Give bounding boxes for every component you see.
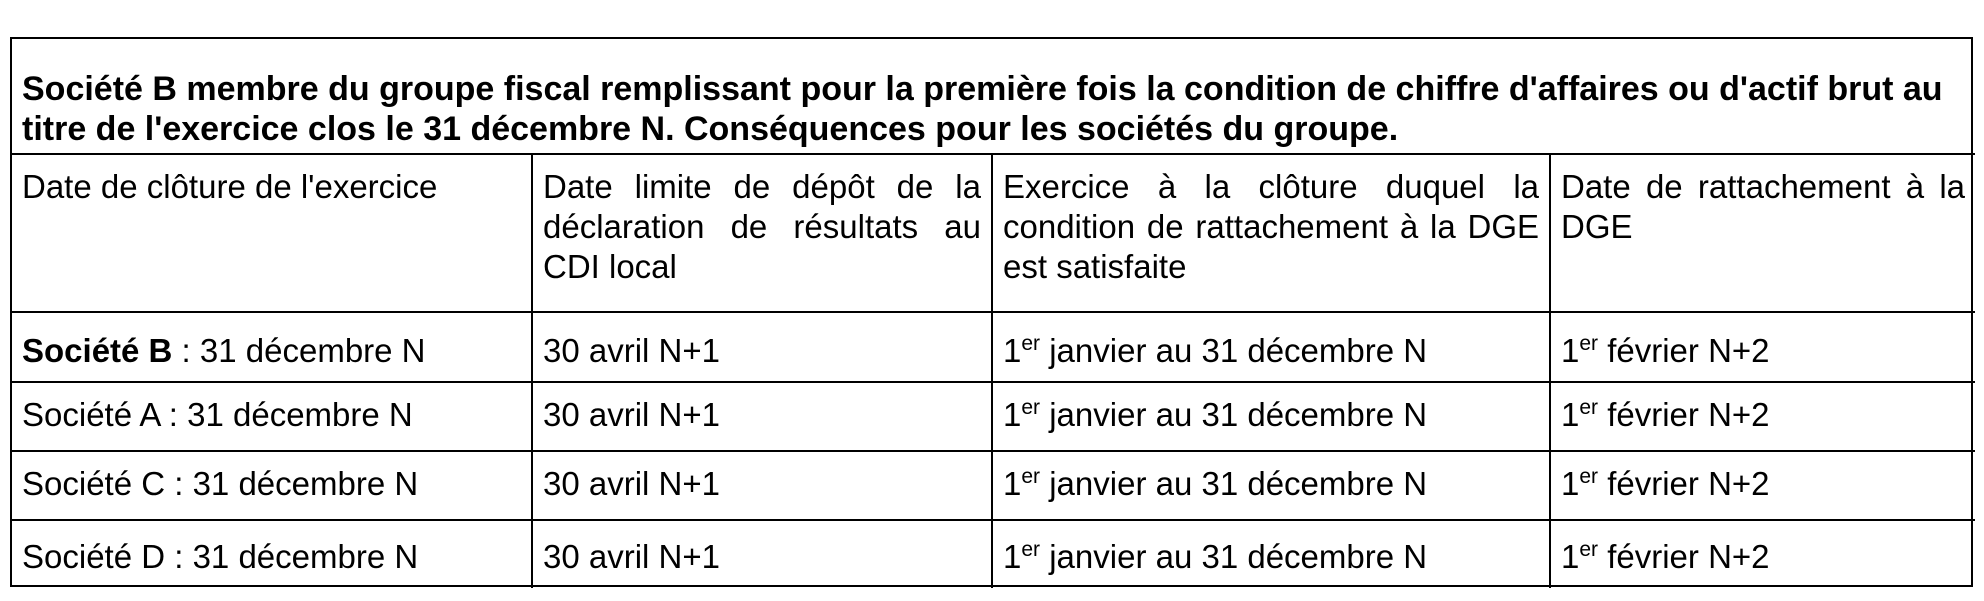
header-attachment-date: Date de rattachement à la DGE — [1550, 154, 1975, 312]
header-closing-date: Date de clôture de l'exercice — [12, 154, 532, 312]
cell-period — [992, 451, 1550, 520]
cell-attachment — [1550, 451, 1975, 520]
attach-text: février N+2 — [1598, 538, 1770, 575]
cell-attachment — [1550, 382, 1975, 451]
period-ordinal: er — [1021, 538, 1041, 561]
attach-ordinal: er — [1579, 396, 1599, 419]
attach-ordinal: er — [1579, 538, 1599, 561]
cell-deadline: 30 avril N+1 — [532, 312, 992, 382]
cell-attachment — [1550, 312, 1975, 382]
attach-ordinal: er — [1579, 465, 1599, 488]
period-day: 1 — [1003, 332, 1022, 369]
company-closing-date: : 31 décembre N — [172, 332, 426, 369]
attach-day: 1 — [1561, 332, 1580, 369]
attach-ordinal: er — [1579, 332, 1599, 355]
period-day: 1 — [1003, 538, 1022, 575]
table-title: Société B membre du groupe fiscal remplissant pour la première fois la condition de chiffre d'affaires ou d'actif brut au titre de l'exercice clos le 31 décembre N. Conséquences pour les sociétés du groupe. — [12, 39, 1975, 154]
attach-day: 1 — [1561, 396, 1580, 433]
header-filing-deadline: Date limite de dépôt de la déclaration de résultats au CDI local — [532, 154, 992, 312]
period-ordinal: er — [1021, 396, 1041, 419]
cell-company: Société C : 31 décembre N — [12, 451, 532, 520]
attach-text: février N+2 — [1598, 396, 1770, 433]
dge-rattachement-table-frame — [10, 37, 1973, 587]
period-text: janvier au 31 décembre N — [1040, 396, 1428, 433]
period-day: 1 — [1003, 465, 1022, 502]
company-name-bold: Société B — [22, 332, 173, 369]
attach-text: février N+2 — [1598, 465, 1770, 502]
cell-deadline: 30 avril N+1 — [532, 520, 992, 588]
table-title-row — [12, 39, 1975, 154]
cell-period — [992, 382, 1550, 451]
dge-rattachement-table — [12, 39, 1975, 588]
cell-deadline: 30 avril N+1 — [532, 382, 992, 451]
period-ordinal: er — [1021, 465, 1041, 488]
table-header-row — [12, 154, 1975, 312]
cell-deadline: 30 avril N+1 — [532, 451, 992, 520]
cell-company: Société D : 31 décembre N — [12, 520, 532, 588]
period-day: 1 — [1003, 396, 1022, 433]
cell-company: Société A : 31 décembre N — [12, 382, 532, 451]
table-row — [12, 451, 1975, 520]
period-text: janvier au 31 décembre N — [1040, 465, 1428, 502]
table-row — [12, 520, 1975, 588]
period-text: janvier au 31 décembre N — [1040, 538, 1428, 575]
attach-day: 1 — [1561, 538, 1580, 575]
cell-period — [992, 312, 1550, 382]
cell-company — [12, 312, 532, 382]
period-text: janvier au 31 décembre N — [1040, 332, 1428, 369]
cell-attachment — [1550, 520, 1975, 588]
table-row — [12, 312, 1975, 382]
attach-text: février N+2 — [1598, 332, 1770, 369]
table-row — [12, 382, 1975, 451]
period-ordinal: er — [1021, 332, 1041, 355]
attach-day: 1 — [1561, 465, 1580, 502]
header-qualifying-period: Exercice à la clôture duquel la condition de rattachement à la DGE est satisfaite — [992, 154, 1550, 312]
cell-period — [992, 520, 1550, 588]
